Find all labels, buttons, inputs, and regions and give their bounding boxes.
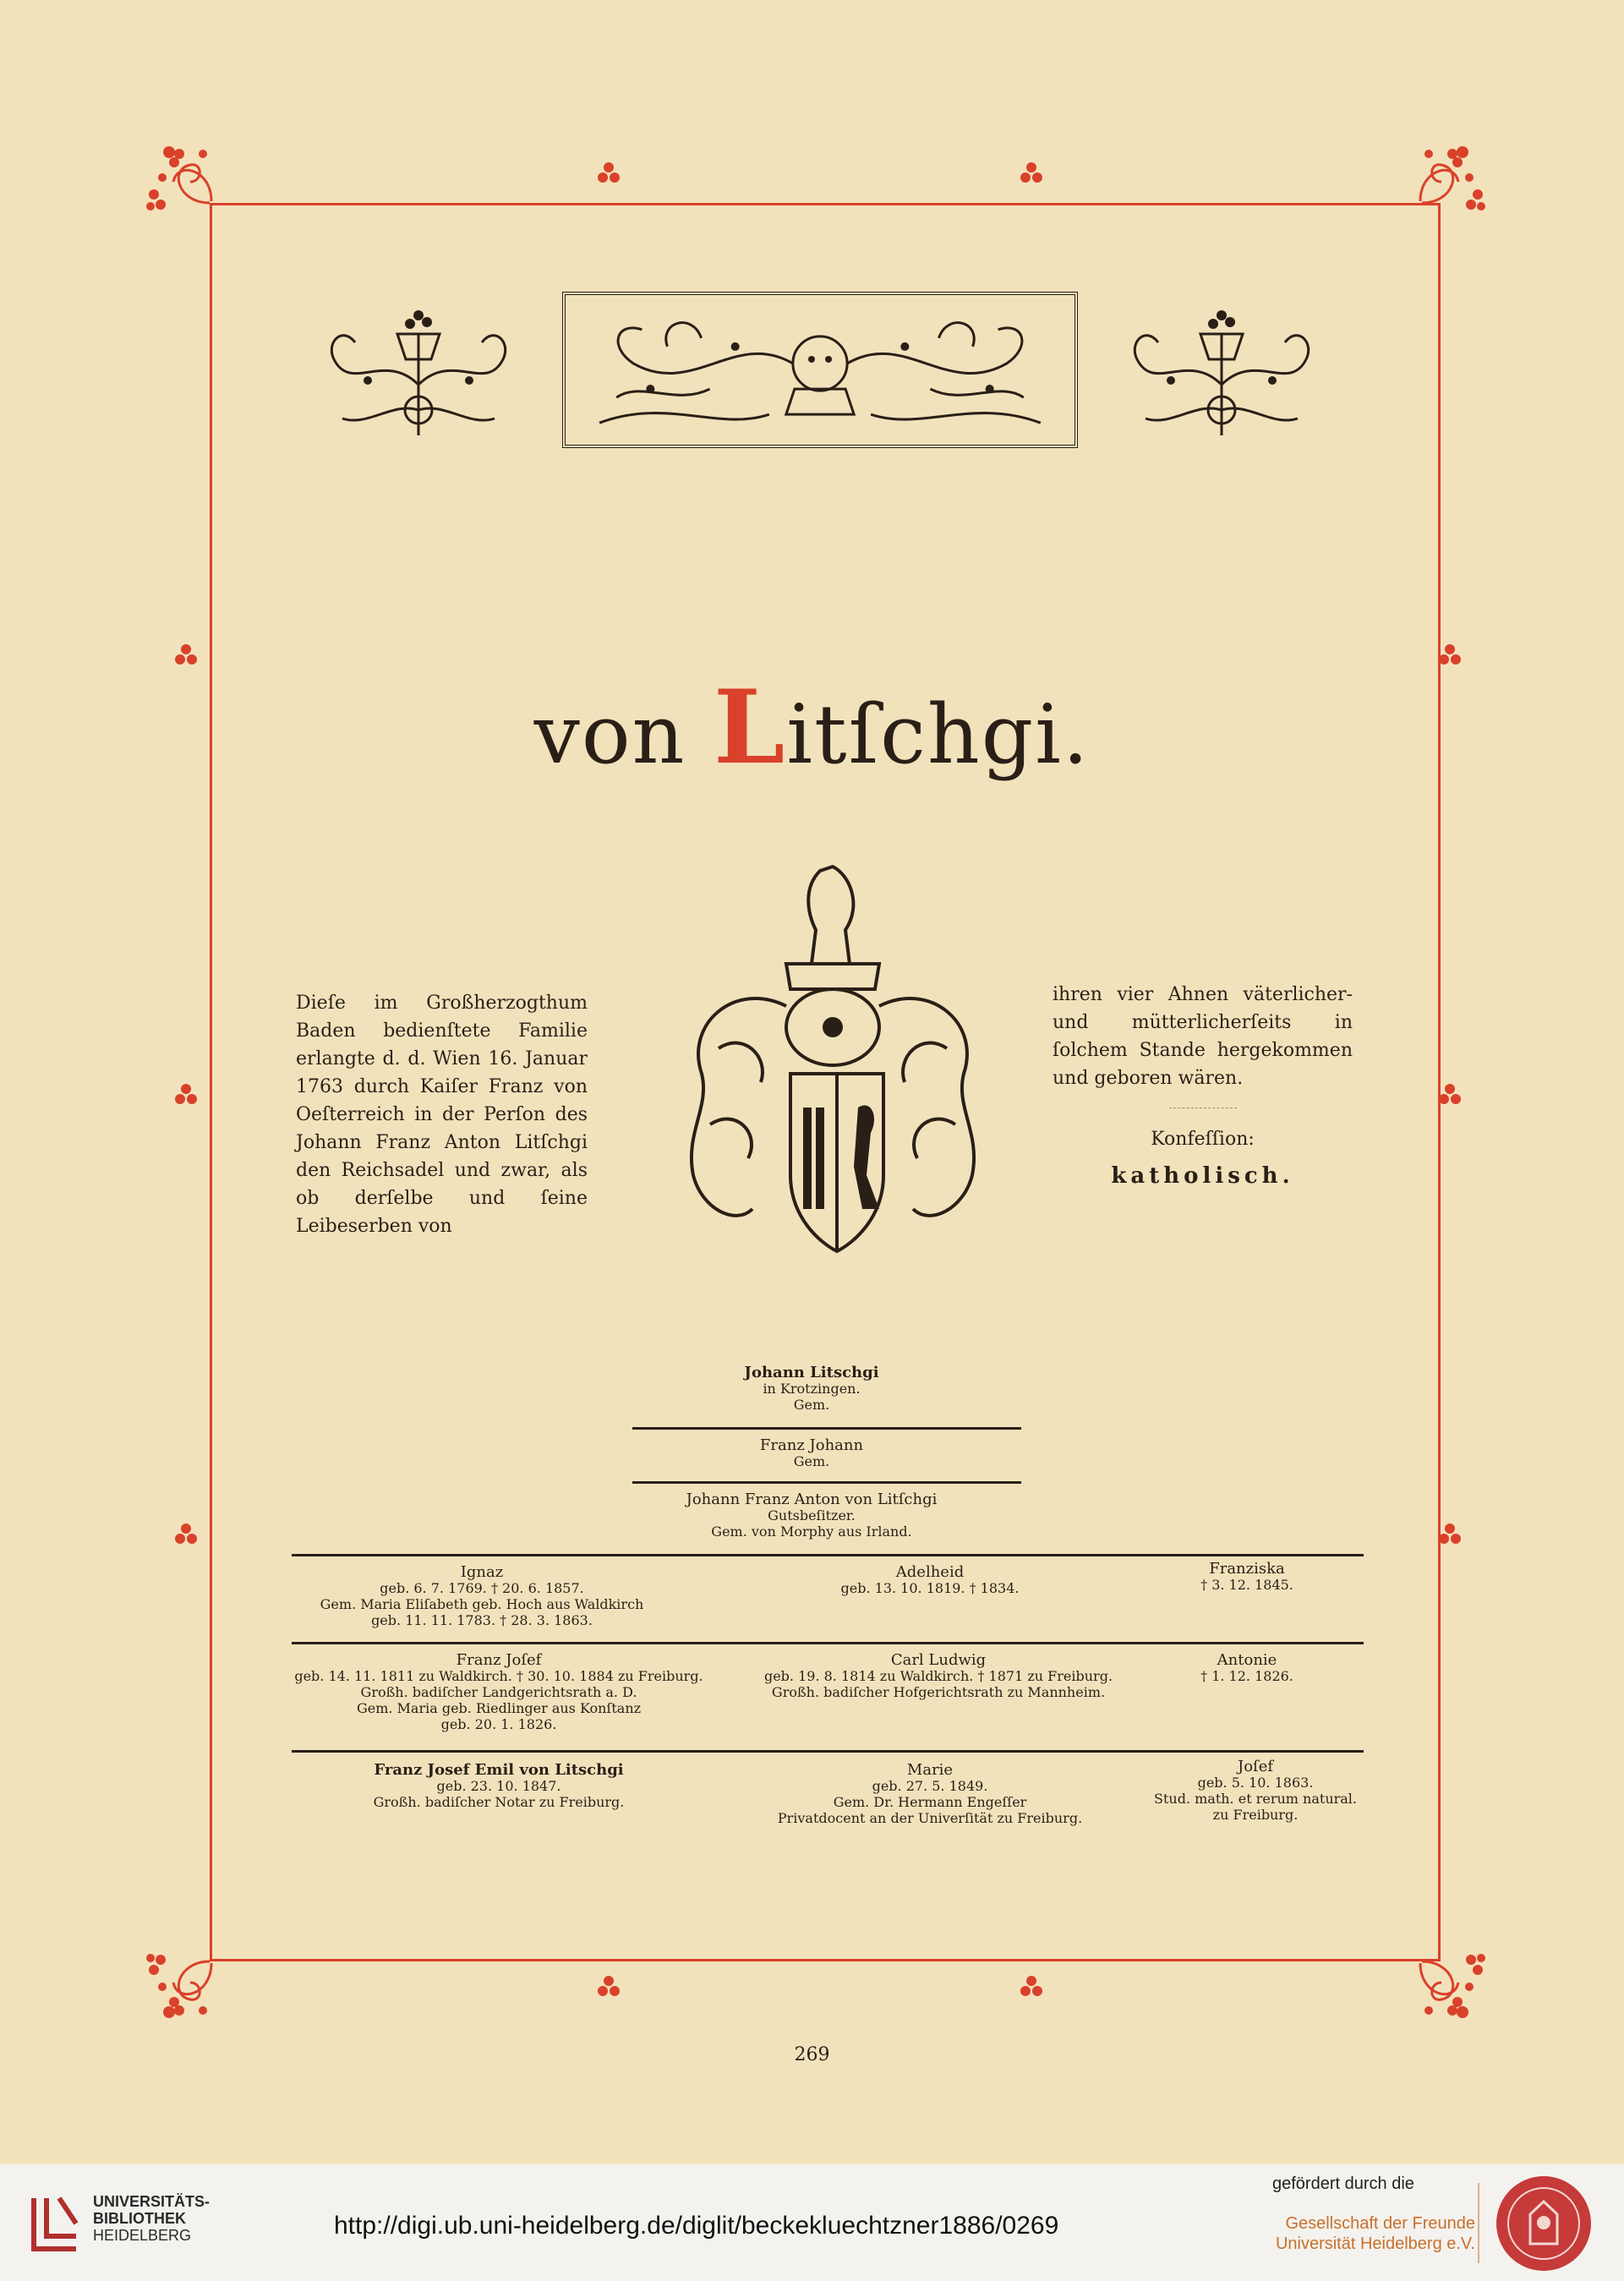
page-number: 269	[794, 2044, 830, 2065]
library-name-line: HEIDELBERG	[93, 2227, 192, 2244]
gen3-line: Gutsbeſitzer.	[768, 1507, 856, 1523]
gen5-line: geb. 14. 11. 1811 zu Waldkirch. † 30. 10. 1884 zu Freiburg.	[294, 1668, 703, 1684]
confession-label: Konfeſſion:	[1151, 1129, 1255, 1150]
gen4-entry	[287, 1564, 676, 1628]
gen3-line: Gem. von Morphy aus Irland.	[711, 1523, 912, 1540]
gen6-name: Franz Josef Emil von Litschgi	[374, 1761, 624, 1779]
gen4-line: geb. 11. 11. 1783. † 28. 3. 1863.	[371, 1612, 593, 1628]
corner-ornament-icon	[144, 1928, 245, 2029]
intro-text-left: Dieſe im Großherzogthum Baden bedienſtete Familie erlangte d. d. Wien 16. Januar 1763 durch Kaiſer Franz von Oeſterreich in der Perſon des Johann Franz Anton Litſchgi den Reichsadel und zwar, als ob derſelbe und ſeine Leibeserben von	[296, 993, 588, 1237]
document-url-link[interactable]: http://digi.ub.uni-heidelberg.de/diglit/beckekluechtzner1886/0269	[334, 2212, 1059, 2240]
library-name-line: BIBLIOTHEK	[93, 2210, 186, 2227]
ornamental-frieze-icon	[317, 292, 1323, 452]
society-name-line: Universität Heidelberg e.V.	[1275, 2235, 1475, 2253]
corner-ornament-icon	[144, 135, 245, 237]
side-ornament-icon	[173, 643, 199, 668]
side-ornament-icon	[1437, 1082, 1463, 1108]
confession-value: katholisch.	[1111, 1163, 1294, 1189]
frieze-center-panel	[562, 292, 1078, 448]
side-ornament-icon	[1437, 643, 1463, 668]
gen6-line: geb. 23. 10. 1847.	[436, 1778, 561, 1794]
corner-ornament-icon	[1386, 1928, 1488, 2029]
gen2-entry	[676, 1437, 947, 1469]
tree-divider	[292, 1642, 1364, 1644]
library-name	[93, 2193, 210, 2244]
footer-divider	[1478, 2183, 1479, 2263]
footer-bar	[0, 2164, 1624, 2281]
gen6-name: Marie	[906, 1761, 954, 1779]
gen6-line: Privatdocent an der Univerſität zu Freiburg.	[777, 1810, 1083, 1826]
gen6-line: Stud. math. et rerum natural.	[1154, 1791, 1358, 1807]
gen5-line: geb. 19. 8. 1814 zu Waldkirch. † 1871 zu Freiburg.	[763, 1668, 1113, 1684]
society-name	[1247, 2213, 1475, 2254]
side-ornament-icon	[1019, 161, 1044, 186]
frieze-left-ornament-icon	[317, 300, 520, 444]
society-name-line: Gesellschaft der Freunde	[1285, 2214, 1475, 2233]
university-library-logo-icon	[25, 2190, 85, 2257]
gen2-line: Gem.	[793, 1453, 830, 1469]
title-rest: itſchgi.	[786, 687, 1091, 782]
gen5-line: † 1. 12. 1826.	[1200, 1668, 1293, 1684]
gen4-line: geb. 13. 10. 1819. † 1834.	[840, 1580, 1020, 1596]
gen5-entry	[735, 1652, 1141, 1700]
gen1-line: in Krotzingen.	[763, 1381, 861, 1397]
gen6-line: geb. 5. 10. 1863.	[1197, 1775, 1314, 1791]
gen4-name: Franziska	[1209, 1560, 1285, 1578]
gen4-line: geb. 6. 7. 1769. † 20. 6. 1857.	[380, 1580, 584, 1596]
gen1-entry	[676, 1365, 947, 1413]
tree-divider	[632, 1481, 1021, 1484]
confession-block	[1053, 1108, 1353, 1189]
title-prefix: von	[533, 687, 686, 782]
corner-ornament-icon	[1386, 135, 1488, 237]
page-title	[0, 668, 1624, 787]
gen6-name: Joſef	[1237, 1758, 1274, 1775]
gen6-line: geb. 27. 5. 1849.	[872, 1778, 988, 1794]
gen4-name: Ignaz	[460, 1563, 504, 1581]
gen4-entry	[786, 1564, 1074, 1596]
gen1-line: Gem.	[793, 1397, 830, 1413]
tree-divider	[292, 1554, 1364, 1556]
coat-of-arms-icon	[668, 854, 1006, 1294]
gen5-name: Antonie	[1217, 1651, 1277, 1669]
frieze-right-ornament-icon	[1120, 300, 1323, 444]
gen4-line: † 3. 12. 1845.	[1200, 1577, 1293, 1593]
side-ornament-icon	[596, 1974, 621, 1999]
gen6-entry	[1154, 1759, 1357, 1823]
gen5-entry	[1162, 1652, 1331, 1684]
gen2-name: Franz Johann	[759, 1436, 864, 1454]
university-seal-icon	[1496, 2176, 1591, 2271]
gen1-name: Johann Litschgi	[744, 1364, 879, 1381]
gen6-line: zu Freiburg.	[1212, 1807, 1299, 1823]
library-name-line: UNIVERSITÄTS-	[93, 2193, 211, 2210]
gen6-entry	[752, 1762, 1107, 1826]
side-ornament-icon	[173, 1082, 199, 1108]
side-ornament-icon	[596, 161, 621, 186]
funded-by-text: gefördert durch die	[1272, 2174, 1414, 2193]
gen5-entry	[279, 1652, 719, 1732]
gen5-line: Großh. badiſcher Hofgerichtsrath zu Mannheim.	[771, 1684, 1106, 1700]
side-ornament-icon	[1437, 1522, 1463, 1547]
grotesque-mask-icon	[566, 295, 1074, 445]
intro-text-right: ihren vier Ahnen väterlicher- und mütterlicherſeits in ſolchem Stande hergekommen und geboren wären.	[1053, 984, 1353, 1089]
gen3-name: Johann Franz Anton von Litſchgi	[686, 1491, 938, 1508]
tree-divider	[292, 1750, 1364, 1753]
gen6-line: Großh. badiſcher Notar zu Freiburg.	[373, 1794, 625, 1810]
gen3-entry	[642, 1491, 981, 1540]
side-ornament-icon	[1019, 1974, 1044, 1999]
gen5-name: Franz Joſef	[456, 1651, 542, 1669]
gen6-entry	[321, 1762, 676, 1810]
gen5-line: Gem. Maria geb. Riedlinger aus Konſtanz	[356, 1700, 642, 1716]
gen4-name: Adelheid	[895, 1563, 965, 1581]
side-ornament-icon	[173, 1522, 199, 1547]
gen5-line: geb. 20. 1. 1826.	[440, 1716, 557, 1732]
gen5-name: Carl Ludwig	[890, 1651, 987, 1669]
gen4-entry	[1162, 1561, 1331, 1593]
tree-divider	[632, 1427, 1021, 1430]
title-initial: L	[713, 668, 787, 787]
gen5-line: Großh. badiſcher Landgerichtsrath a. D.	[360, 1684, 637, 1700]
gen4-line: Gem. Maria Eliſabeth geb. Hoch aus Waldkirch	[320, 1596, 644, 1612]
divider	[1169, 1108, 1237, 1110]
gen6-line: Gem. Dr. Hermann Engeſſer	[833, 1794, 1027, 1810]
